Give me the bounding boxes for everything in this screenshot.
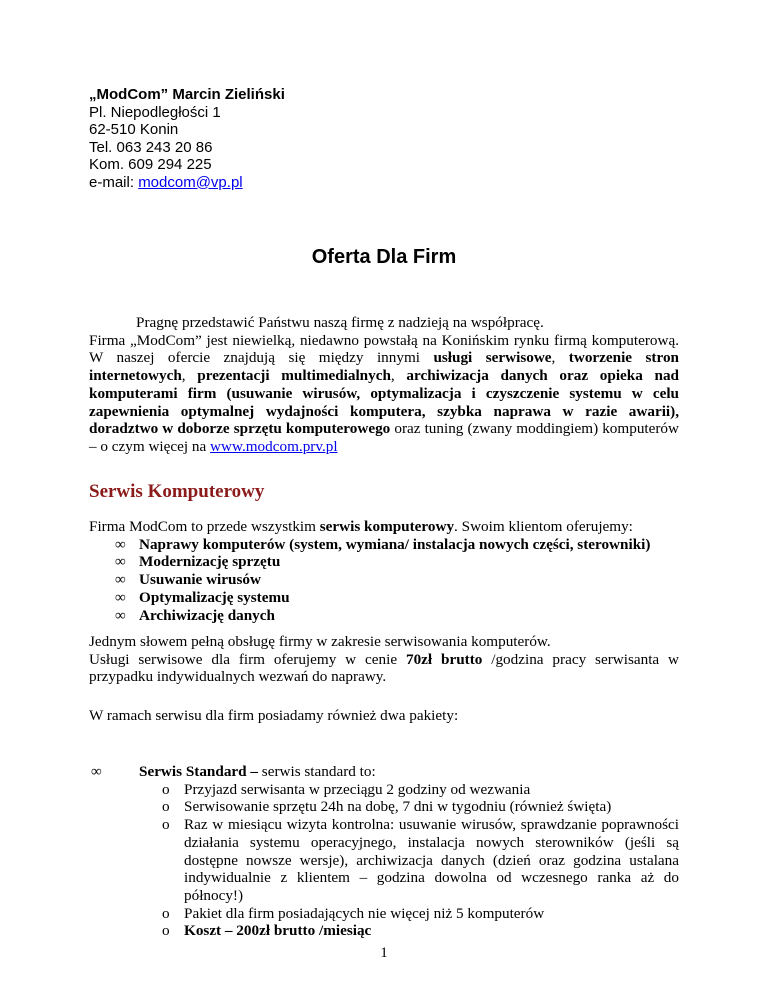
intro-paragraph bbox=[89, 314, 679, 456]
list-item-text: Serwisowanie sprzętu 24h na dobę, 7 dni w tygodniu (również święta) bbox=[184, 798, 612, 816]
package-desc: serwis standard to: bbox=[258, 763, 376, 780]
list-item-text: Modernizację sprzętu bbox=[139, 553, 281, 571]
list-item bbox=[89, 553, 679, 571]
circle-bullet-icon: o bbox=[162, 798, 170, 816]
page-number: 1 bbox=[380, 945, 388, 961]
price-text-a: Usługi serwisowe dla firm oferujemy w cenie bbox=[89, 650, 406, 668]
intro-sep-2: , bbox=[181, 367, 198, 385]
list-item bbox=[89, 607, 679, 625]
intro-body bbox=[89, 332, 679, 456]
intro-first-line: Pragnę przedstawić Państwu naszą firmę z nadzieją na współpracę. bbox=[136, 314, 544, 331]
intro-bold-care: archiwizacja danych oraz opieka nad komputerami firm (usuwanie wirusów, optymalizacja i czyszczenie systemu w celu zapewnienia optymalnej wydajności komputera, szybka naprawa w razie awarii), doradztwo w doborze sprzętu komputerowego bbox=[89, 367, 679, 438]
circle-bullet-icon: o bbox=[162, 816, 170, 834]
mobile-number: Kom. 609 294 225 bbox=[89, 156, 212, 173]
infinity-bullet-icon: ∞ bbox=[115, 535, 126, 553]
intro-bold-presentations: prezentacji multimedialnych bbox=[197, 367, 391, 385]
service-lead bbox=[89, 518, 679, 536]
list-item-text: Optymalizację systemu bbox=[139, 588, 290, 606]
package-header bbox=[89, 763, 679, 781]
email-label: e-mail: bbox=[89, 173, 139, 191]
list-item bbox=[89, 816, 679, 905]
circle-bullet-icon: o bbox=[162, 780, 170, 798]
list-item-text: Usuwanie wirusów bbox=[139, 571, 261, 589]
website-link[interactable]: www.modcom.prv.pl bbox=[210, 437, 338, 455]
list-item bbox=[89, 536, 679, 554]
intro-bold-services: usługi serwisowe bbox=[433, 349, 552, 367]
phone-number: Tel. 063 243 20 86 bbox=[89, 138, 213, 156]
email-line bbox=[89, 174, 285, 192]
intro-sep-1: , bbox=[551, 349, 569, 367]
infinity-bullet-icon: ∞ bbox=[115, 571, 126, 589]
price-text-b: /godzina pracy serwisanta w przypadku indywidualnych wezwań do naprawy. bbox=[89, 650, 680, 686]
circle-bullet-icon: o bbox=[162, 922, 170, 940]
street-address: Pl. Niepodległości 1 bbox=[89, 103, 221, 121]
lead-text-b: . Swoim klientom oferujemy: bbox=[454, 518, 633, 535]
price-bold: 70zł brutto bbox=[405, 650, 483, 668]
list-item-text: Naprawy komputerów (system, wymiana/ instalacja nowych części, sterowniki) bbox=[139, 535, 651, 553]
intro-sep-3: , bbox=[390, 367, 407, 385]
list-item bbox=[89, 922, 679, 940]
list-item bbox=[89, 905, 679, 923]
pricing-section bbox=[89, 633, 679, 686]
lead-bold: serwis komputerowy bbox=[319, 518, 455, 535]
list-item bbox=[89, 781, 679, 799]
list-item bbox=[89, 589, 679, 607]
intro-text-b: oraz tuning (zwany moddingiem) komputerów – o czym więcej na bbox=[89, 420, 679, 455]
lead-text-a: Firma ModCom to przede wszystkim bbox=[89, 518, 320, 535]
service-list bbox=[89, 536, 679, 625]
package-name: Serwis Standard – bbox=[139, 763, 258, 780]
price-line bbox=[89, 651, 679, 686]
package-cost: Koszt – 200zł brutto /miesiąc bbox=[184, 922, 372, 940]
company-name: „ModCom” Marcin Zieliński bbox=[89, 86, 285, 103]
contact-block bbox=[89, 86, 285, 191]
package-details bbox=[89, 781, 679, 940]
intro-bold-websites: tworzenie stron internetowych bbox=[89, 349, 679, 385]
summary-line: Jednym słowem pełną obsługę firmy w zakresie serwisowania komputerów. bbox=[89, 633, 551, 650]
service-section bbox=[89, 518, 679, 624]
email-link[interactable]: modcom@vp.pl bbox=[138, 173, 243, 191]
infinity-bullet-icon: ∞ bbox=[115, 606, 126, 624]
list-item-text: Pakiet dla firm posiadających nie więcej niż 5 komputerów bbox=[184, 904, 545, 922]
list-item bbox=[89, 798, 679, 816]
infinity-bullet-icon: ∞ bbox=[91, 763, 102, 780]
circle-bullet-icon: o bbox=[162, 904, 170, 922]
page-title: Oferta Dla Firm bbox=[311, 246, 457, 268]
section-heading: Serwis Komputerowy bbox=[89, 481, 265, 502]
list-item-text: Archiwizację danych bbox=[139, 606, 275, 624]
city-address: 62-510 Konin bbox=[89, 121, 179, 138]
package-standard bbox=[89, 763, 679, 940]
list-item bbox=[89, 571, 679, 589]
infinity-bullet-icon: ∞ bbox=[115, 553, 126, 571]
list-item-text: Przyjazd serwisanta w przeciągu 2 godziny od wezwania bbox=[184, 780, 531, 798]
packages-intro: W ramach serwisu dla firm posiadamy również dwa pakiety: bbox=[89, 707, 459, 724]
intro-text-a: Firma „ModCom” jest niewielką, niedawno powstałą na Konińskim rynku firmą komputerową. W naszej ofercie znajdują się między innymi bbox=[89, 331, 679, 367]
infinity-bullet-icon: ∞ bbox=[115, 588, 126, 606]
list-item-text: Raz w miesiącu wizyta kontrolna: usuwanie wirusów, sprawdzanie poprawności działania systemu operacyjnego, instalacja nowych sterowników (jeśli są dostępne nowsze wersje), archiwizacja danych (dzień oraz godzina ustalana indywidualnie z klientem – godzina dowolna od wczesnego ranka aż do północy!) bbox=[184, 816, 679, 904]
